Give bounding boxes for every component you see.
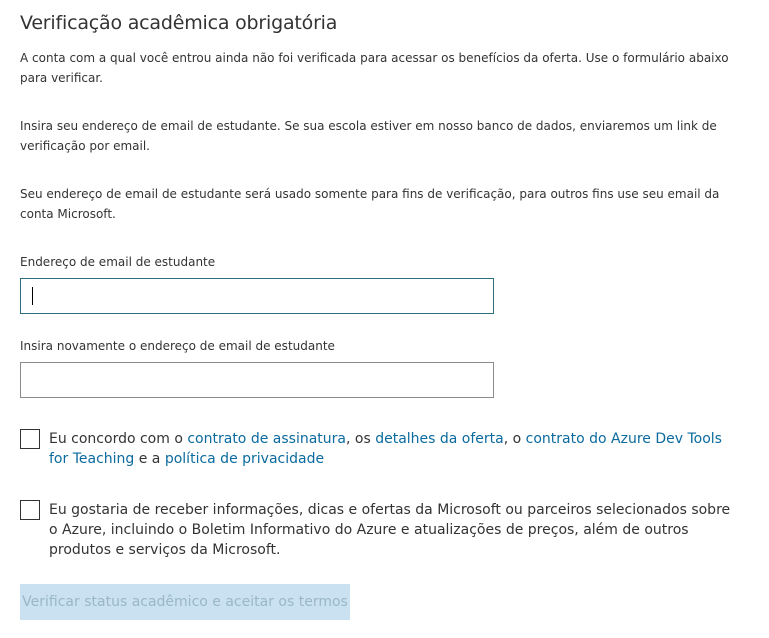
agree-text-part-4: e a [134,451,165,467]
dev-tools-agreement-link[interactable]: contrato do Azure Dev Tools for Teaching [49,431,722,467]
agree-terms-checkbox[interactable] [20,429,40,449]
marketing-opt-in-text: Eu gostaria de receber informações, dicas e ofertas da Microsoft ou parceiros selecionados sobre o Azure, incluindo o Boletim Informativo do Azure e atualizações de preços, além de outros produtos e serviços da Microsoft. [49,502,731,558]
email-label: Endereço de email de estudante [20,255,216,269]
confirm-email-field[interactable] [20,362,494,398]
subscription-agreement-link[interactable]: contrato de assinatura [187,431,346,447]
privacy-policy-link[interactable]: política de privacidade [164,451,325,467]
agree-text-part-3: , o [503,431,526,447]
offer-details-link[interactable]: detalhes da oferta [375,431,504,447]
marketing-opt-in-checkbox[interactable] [20,500,40,520]
agree-text-part-2: , os [345,431,376,447]
privacy-paragraph: Seu endereço de email de estudante será usado somente para fins de verificação, para outros fins use seu email da conta Microsoft. [20,187,720,221]
confirm-email-label: Insira novamente o endereço de email de estudante [20,339,335,353]
text-cursor [32,287,33,305]
agree-text-part-1: Eu concordo com o [49,431,188,447]
intro-paragraph: A conta com a qual você entrou ainda não foi verificada para acessar os benefícios da oferta. Use o formulário abaixo para verificar. [20,51,729,85]
verify-and-accept-button[interactable]: Verificar status acadêmico e aceitar os termos [20,584,350,620]
agree-terms-text [49,429,739,469]
page-title: Verificação acadêmica obrigatória [20,12,338,34]
email-field[interactable] [20,278,494,314]
instructions-paragraph: Insira seu endereço de email de estudante. Se sua escola estiver em nosso banco de dados, enviaremos um link de verificação por email. [20,119,717,153]
